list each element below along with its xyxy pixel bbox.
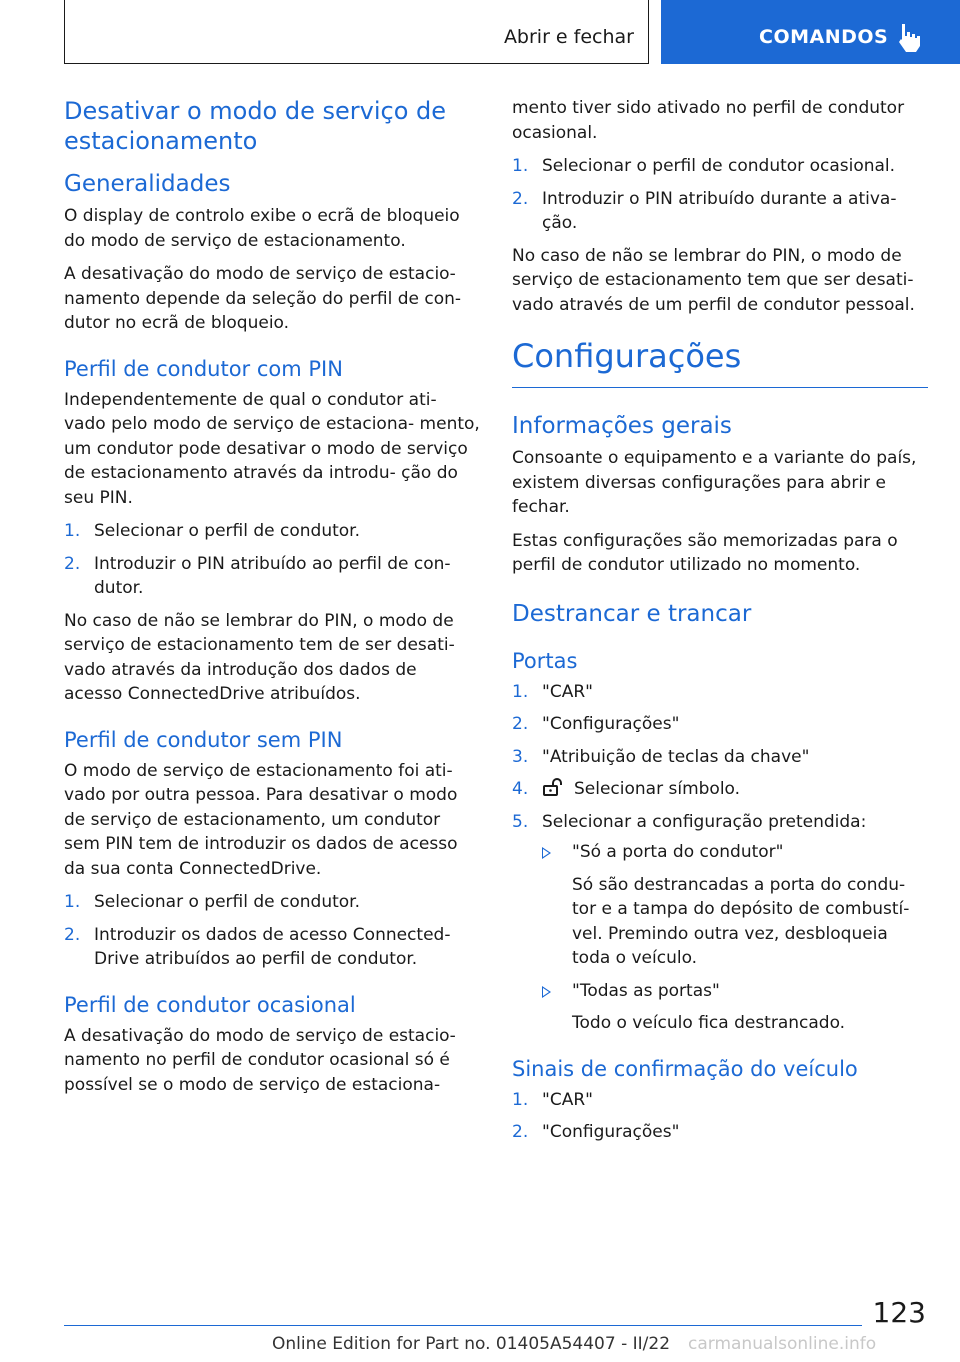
list-item	[512, 777, 928, 802]
section-heading-parking-service: Desativar o modo de serviço de estacionamento	[64, 97, 447, 155]
option-item	[542, 840, 928, 971]
heading-general-info: Informações gerais	[512, 413, 732, 439]
step-number: 2.	[512, 714, 529, 734]
steps-list	[512, 680, 928, 1036]
step-text: Introduzir os dados de acesso Connected‐ Drive atribuídos ao perfil de condutor.	[94, 924, 451, 969]
paragraph: Independentemente de qual o condutor ati‐ vado pelo modo de serviço de estaciona‐ mento, um condutor pode desativar o modo de serviço de estacionamento através da introdu‐ ção do seu PIN.	[64, 389, 480, 508]
step-number: 1.	[64, 521, 81, 541]
step-number: 2.	[512, 188, 529, 209]
paragraph: Consoante o equipamento e a variante do país, existem diversas configurações para abrir e fechar.	[512, 448, 917, 517]
paragraph: mento tiver sido ativado no perfil de condutor ocasional.	[512, 98, 905, 143]
step-number: 3.	[512, 746, 529, 767]
step-text: Selecionar o perfil de condutor ocasional.	[542, 156, 896, 176]
list-item	[512, 810, 928, 1036]
step-number: 2.	[64, 924, 81, 945]
option-description: Só são destrancadas a porta do condu‐ tor e a tampa do depósito de combustí‐ vel. Premindo outra vez, desbloqueia toda o veículo.	[572, 874, 910, 968]
heading-guest-profile: Perfil de condutor ocasional	[64, 992, 356, 1017]
steps-list	[512, 154, 928, 236]
step-text: Selecionar o perfil de condutor.	[94, 521, 361, 541]
section-title: Abrir e fechar	[503, 26, 634, 48]
step-number: 1.	[512, 681, 529, 702]
steps-list	[64, 890, 480, 972]
heading-doors: Portas	[512, 648, 578, 673]
paragraph: No caso de não se lembrar do PIN, o modo de serviço de estacionamento tem de ser desati‐ vado através da introdução dos dados de acesso ConnectedDrive atribuídos.	[64, 610, 455, 704]
list-item	[512, 1120, 928, 1145]
list-item	[512, 680, 928, 705]
options-list	[542, 840, 928, 1036]
step-text: Selecionar a configuração pretendida:	[542, 811, 867, 832]
unlock-icon	[542, 778, 566, 796]
chapter-heading-settings: Configurações	[512, 335, 928, 388]
list-item	[512, 1088, 928, 1113]
page-number: 123	[872, 1296, 926, 1329]
step-number: 5.	[512, 811, 529, 832]
paragraph: A desativação do modo de serviço de estacio‐ namento no perfil de condutor ocasional só é possível se o modo de serviço de estaciona‐	[64, 1025, 456, 1095]
list-item	[512, 154, 928, 179]
step-number: 2.	[512, 1122, 529, 1142]
step-number: 2.	[64, 553, 81, 574]
list-item	[512, 745, 928, 770]
step-number: 4.	[512, 779, 529, 799]
steps-list	[512, 1088, 928, 1145]
edition-note: Online Edition for Part no. 01405A54407 - II/22	[272, 1334, 671, 1354]
right-column	[512, 96, 928, 1153]
step-text: Introduzir o PIN atribuído ao perfil de con‐ dutor.	[94, 553, 451, 598]
heading-profile-with-pin: Perfil de condutor com PIN	[64, 356, 343, 381]
step-text: "Configurações"	[542, 1122, 680, 1142]
step-text: "Atribuição de teclas da chave"	[542, 746, 810, 767]
hand-pointer-icon	[895, 22, 925, 54]
list-item	[64, 923, 480, 972]
list-item	[64, 552, 480, 601]
list-item	[64, 519, 480, 544]
heading-unlock-lock: Destrancar e trancar	[512, 600, 752, 627]
chapter-tab	[661, 0, 960, 64]
option-item	[542, 979, 928, 1036]
step-number: 1.	[512, 1089, 529, 1110]
watermark: carmanualsonline.info	[688, 1334, 877, 1354]
paragraph: Estas configurações são memorizadas para o perfil de condutor utilizado no momento.	[512, 530, 898, 575]
list-item	[512, 187, 928, 236]
paragraph: A desativação do modo de serviço de estacio‐ namento depende da seleção do perfil de con‐ dutor no ecrã de bloqueio.	[64, 264, 462, 333]
header-section-box	[64, 0, 649, 64]
step-text: "CAR"	[542, 1089, 593, 1110]
heading-general: Generalidades	[64, 171, 231, 197]
step-text: "CAR"	[542, 681, 593, 702]
step-number: 1.	[64, 892, 81, 912]
list-item	[64, 890, 480, 915]
paragraph: No caso de não se lembrar do PIN, o modo de serviço de estacionamento tem que ser desati‐ vado através de um perfil de condutor pessoal.	[512, 245, 915, 315]
step-number: 1.	[512, 156, 529, 176]
footer-divider	[64, 1325, 862, 1326]
triangle-bullet-icon	[542, 986, 551, 998]
paragraph: O display de controlo exibe o ecrã de bloqueio do modo de serviço de estacionamento.	[64, 206, 460, 251]
chapter-tab-label: COMANDOS	[759, 26, 889, 48]
left-column	[64, 96, 480, 1106]
step-text: Selecionar símbolo.	[574, 779, 741, 799]
step-text: Selecionar o perfil de condutor.	[94, 892, 361, 912]
option-label: "Só a porta do condutor"	[572, 842, 784, 862]
option-label: "Todas as portas"	[572, 980, 720, 1001]
step-text: Introduzir o PIN atribuído durante a ativa‐ ção.	[542, 188, 897, 233]
list-item	[512, 712, 928, 737]
steps-list	[64, 519, 480, 601]
paragraph: O modo de serviço de estacionamento foi ati‐ vado por outra pessoa. Para desativar o modo de serviço de estacionamento, um condutor sem PIN tem de introduzir os dados de acesso da sua conta ConnectedDrive.	[64, 760, 458, 879]
heading-profile-without-pin: Perfil de condutor sem PIN	[64, 727, 343, 752]
option-description: Todo o veículo fica destrancado.	[572, 1013, 846, 1033]
heading-confirmation-signals: Sinais de confirmação do veículo	[512, 1056, 858, 1081]
triangle-bullet-icon	[542, 847, 551, 859]
step-text: "Configurações"	[542, 714, 680, 734]
